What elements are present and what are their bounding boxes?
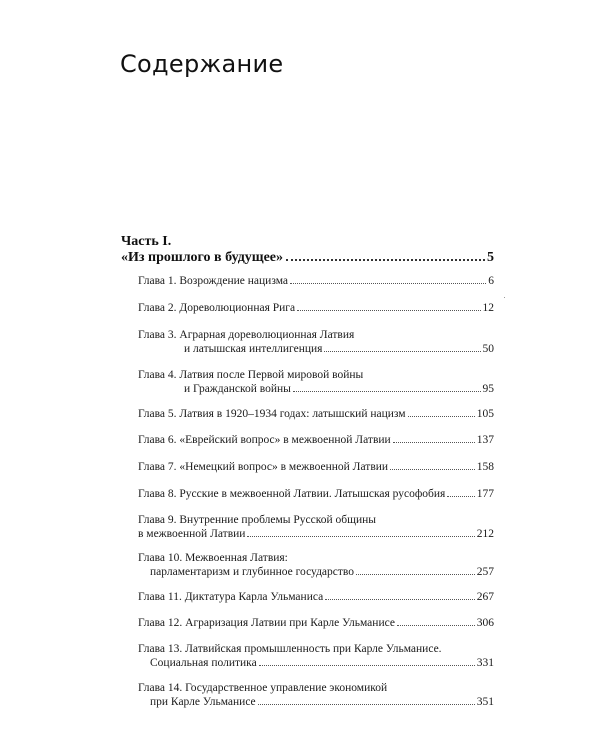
toc-entry-chapter-8 [138, 487, 494, 501]
part-title: «Из прошлого в будущее» [121, 250, 284, 265]
chapter-page-number: 267 [476, 591, 494, 603]
chapter-page-number: 331 [476, 657, 494, 669]
dot-leader [286, 259, 485, 261]
dot-leader [356, 574, 475, 575]
chapter-title: Глава 6. «Еврейский вопрос» в межвоенной Латвии [138, 434, 391, 446]
toc-entry-chapter-7 [138, 460, 494, 474]
chapter-title: Глава 13. Латвийская промышленность при Карле Ульманисе. [138, 643, 442, 655]
chapter-title: Глава 9. Внутренние проблемы Русской общины [138, 514, 376, 526]
toc-entry-chapter-3 [138, 328, 494, 356]
chapter-title-continued: и латышская интеллигенция [184, 343, 323, 355]
toc-entry-chapter-10 [138, 551, 494, 579]
dot-leader [293, 391, 481, 392]
chapter-title: Глава 14. Государственное управление экономикой [138, 682, 388, 694]
chapter-page-number: 158 [476, 461, 494, 473]
dot-leader [393, 442, 475, 443]
chapter-title-continued: при Карле Ульманисе [150, 696, 256, 708]
chapter-page-number: 137 [476, 434, 494, 446]
chapter-title: Глава 11. Диктатура Карла Ульманиса [138, 591, 324, 603]
chapter-title: Глава 8. Русские в межвоенной Латвии. Латышская русофобия [138, 488, 446, 500]
toc-entry-chapter-2 [138, 301, 494, 315]
chapter-title: Глава 1. Возрождение нацизма [138, 275, 288, 287]
chapter-title: Глава 10. Межвоенная Латвия: [138, 552, 288, 564]
toc-entry-chapter-12 [138, 616, 494, 630]
chapter-title-continued: в межвоенной Латвии [138, 528, 246, 540]
chapter-title-continued: парламентаризм и глубинное государство [150, 566, 355, 578]
scan-speck [504, 297, 505, 298]
chapter-page-number: 351 [476, 696, 494, 708]
dot-leader [290, 283, 486, 284]
dot-leader [297, 310, 480, 311]
chapter-page-number: 257 [476, 566, 494, 578]
dot-leader [247, 536, 474, 537]
chapter-page-number: 50 [482, 343, 494, 355]
toc-entry-chapter-11 [138, 590, 494, 604]
dot-leader [447, 496, 474, 497]
toc-entry-chapter-6 [138, 433, 494, 447]
toc-entry-chapter-1 [138, 274, 494, 288]
part-page-number: 5 [487, 250, 494, 265]
chapter-page-number: 177 [476, 488, 494, 500]
part-label: Часть I. [121, 234, 172, 249]
toc-entry-chapter-14 [138, 681, 494, 709]
dot-leader [259, 665, 475, 666]
chapter-page-number: 306 [476, 617, 494, 629]
chapter-title: Глава 3. Аграрная дореволюционная Латвия [138, 329, 355, 341]
chapter-page-number: 105 [476, 408, 494, 420]
chapter-page-number: 95 [482, 383, 494, 395]
chapter-title: Глава 7. «Немецкий вопрос» в межвоенной Латвии [138, 461, 389, 473]
dot-leader [324, 351, 480, 352]
chapter-title-continued: Социальная политика [150, 657, 257, 669]
dot-leader [408, 416, 475, 417]
chapter-title: Глава 12. Аграризация Латвии при Карле Ульманисе [138, 617, 395, 629]
toc-entry-chapter-5 [138, 407, 494, 421]
toc-entry-chapter-9 [138, 513, 494, 541]
toc-entry-chapter-13 [138, 642, 494, 670]
chapter-title: Глава 5. Латвия в 1920–1934 годах: латышский нацизм [138, 408, 406, 420]
dot-leader [325, 599, 475, 600]
page-title: Содержание [120, 50, 284, 78]
dot-leader [397, 625, 475, 626]
chapter-page-number: 12 [482, 302, 494, 314]
chapter-page-number: 212 [476, 528, 494, 540]
chapter-title: Глава 4. Латвия после Первой мировой войны [138, 369, 364, 381]
chapter-title: Глава 2. Дореволюционная Рига [138, 302, 296, 314]
chapter-title-continued: и Гражданской войны [184, 383, 291, 395]
dot-leader [390, 469, 475, 470]
part-entry [121, 234, 494, 266]
chapter-page-number: 6 [488, 275, 494, 287]
toc-entry-chapter-4 [138, 368, 494, 396]
dot-leader [258, 704, 475, 705]
